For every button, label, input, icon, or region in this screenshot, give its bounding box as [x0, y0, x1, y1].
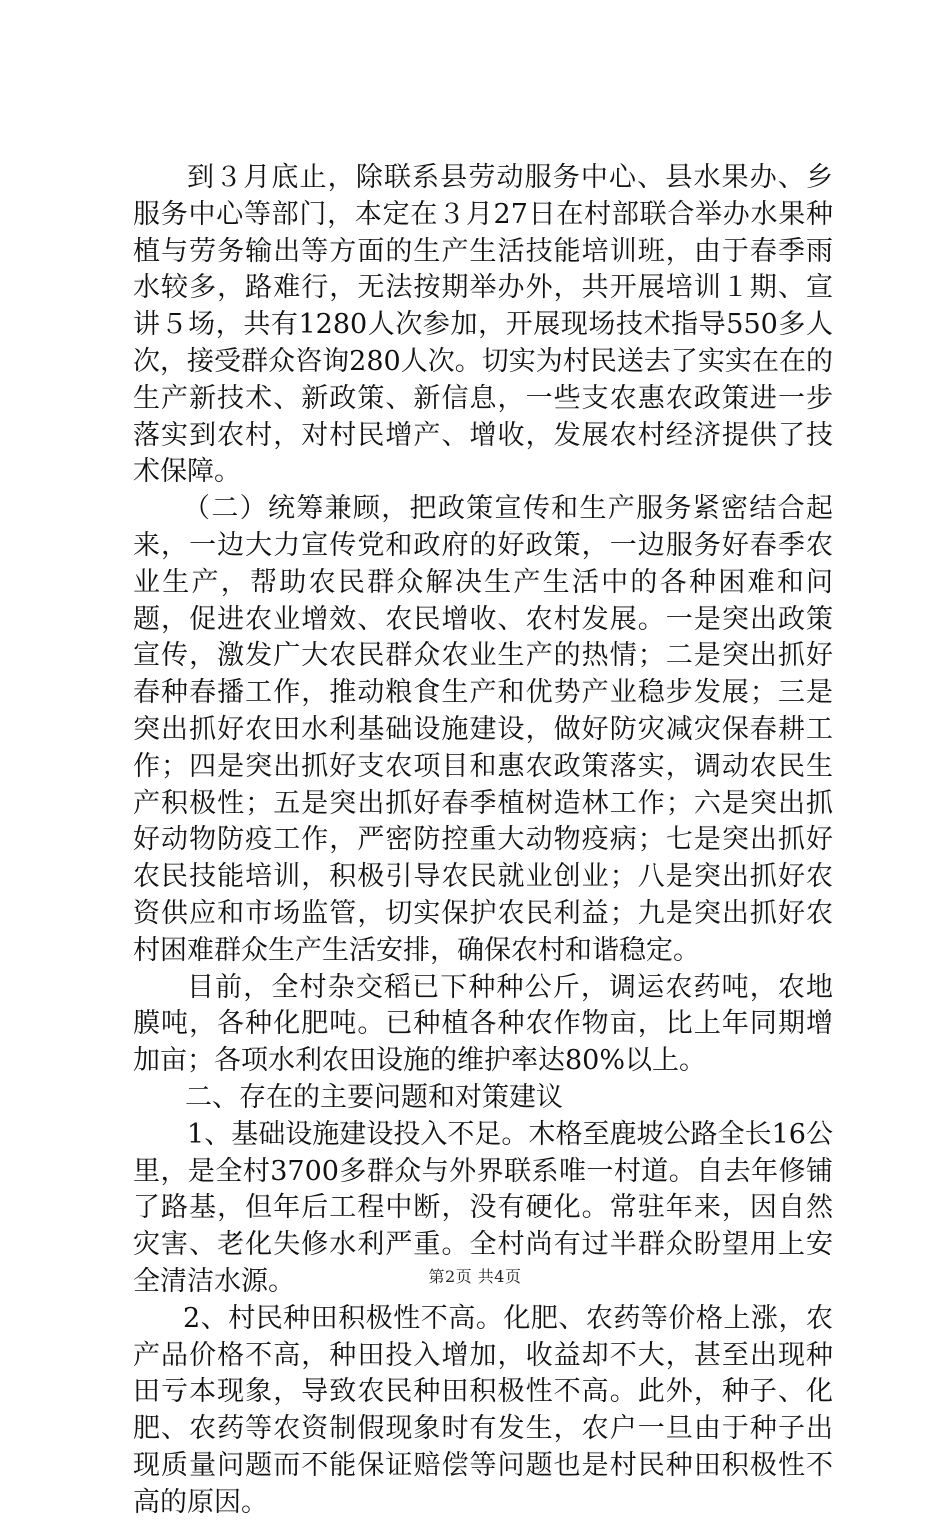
paragraph-current-progress: 目前，全村杂交稻已下种种公斤，调运农药吨，农地膜吨，各种化肥吨。已种植各种农作物亩，比上年同期增加亩；各项水利农田设施的维护率达80%以上。	[133, 971, 833, 1077]
paragraph-farming-motivation: 2、村民种田积极性不高。化肥、农药等价格上涨，农产品价格不高，种田投入增加，收益却不大，甚至出现种田亏本现象，导致农民种田积极性不高。此外，种子、化肥、农药等农资制假现象时有发生，农户一旦由于种子出现质量问题而不能保证赔偿等问题也是村民种田积极性不高的原因。	[133, 1302, 833, 1518]
page-number-footer: 第2页 共4页	[428, 1267, 522, 1286]
paragraph-infrastructure: 1、基础设施建设投入不足。木格至鹿坡公路全长16公里，是全村3700多群众与外界联系唯一村道。自去年修铺了路基，但年后工程中断，没有硬化。常驻年来，因自然灾害、老化失修水利严重。全村尚有过半群众盼望用上安全清洁水源。	[133, 1118, 833, 1297]
section-heading-problems: 二、存在的主要问题和对策建议	[185, 1081, 563, 1113]
paragraph-policy-and-production: （二）统筹兼顾，把政策宣传和生产服务紧密结合起来，一边大力宣传党和政府的好政策，一边服务好春季农业生产，帮助农民群众解决生产生活中的各种困难和问题，促进农业增效、农民增收、农村发展。一是突出政策宣传，激发广大农民群众农业生产的热情；二是突出抓好春种春播工作，推动粮食生产和优势产业稳步发展；三是突出抓好农田水利基础设施建设，做好防灾减灾保春耕工作；四是突出抓好支农项目和惠农政策落实，调动农民生产积极性；五是突出抓好春季植树造林工作；六是突出抓好动物防疫工作，严密防控重大动物疫病；七是突出抓好农民技能培训，积极引导农民就业创业；八是突出抓好农资供应和市场监管，切实保护农民利益；九是突出抓好农村困难群众生产生活安排，确保农村和谐稳定。	[133, 493, 833, 966]
paragraph-training-summary: 到３月底止，除联系县劳动服务中心、县水果办、乡服务中心等部门，本定在３月27日在村部联合举办水果种植与劳务输出等方面的生产生活技能培训班，由于春季雨水较多，路难行，无法按期举办外，共开展培训１期、宣讲５场，共有1280人次参加，开展现场技术指导550多人次，接受群众咨询280人次。切实为村民送去了实实在在的生产新技术、新政策、新信息，一些支农惠农政策进一步落实到农村，对村民增产、增收，发展农村经济提供了技术保障。	[133, 162, 833, 488]
document-body	[133, 160, 833, 1521]
